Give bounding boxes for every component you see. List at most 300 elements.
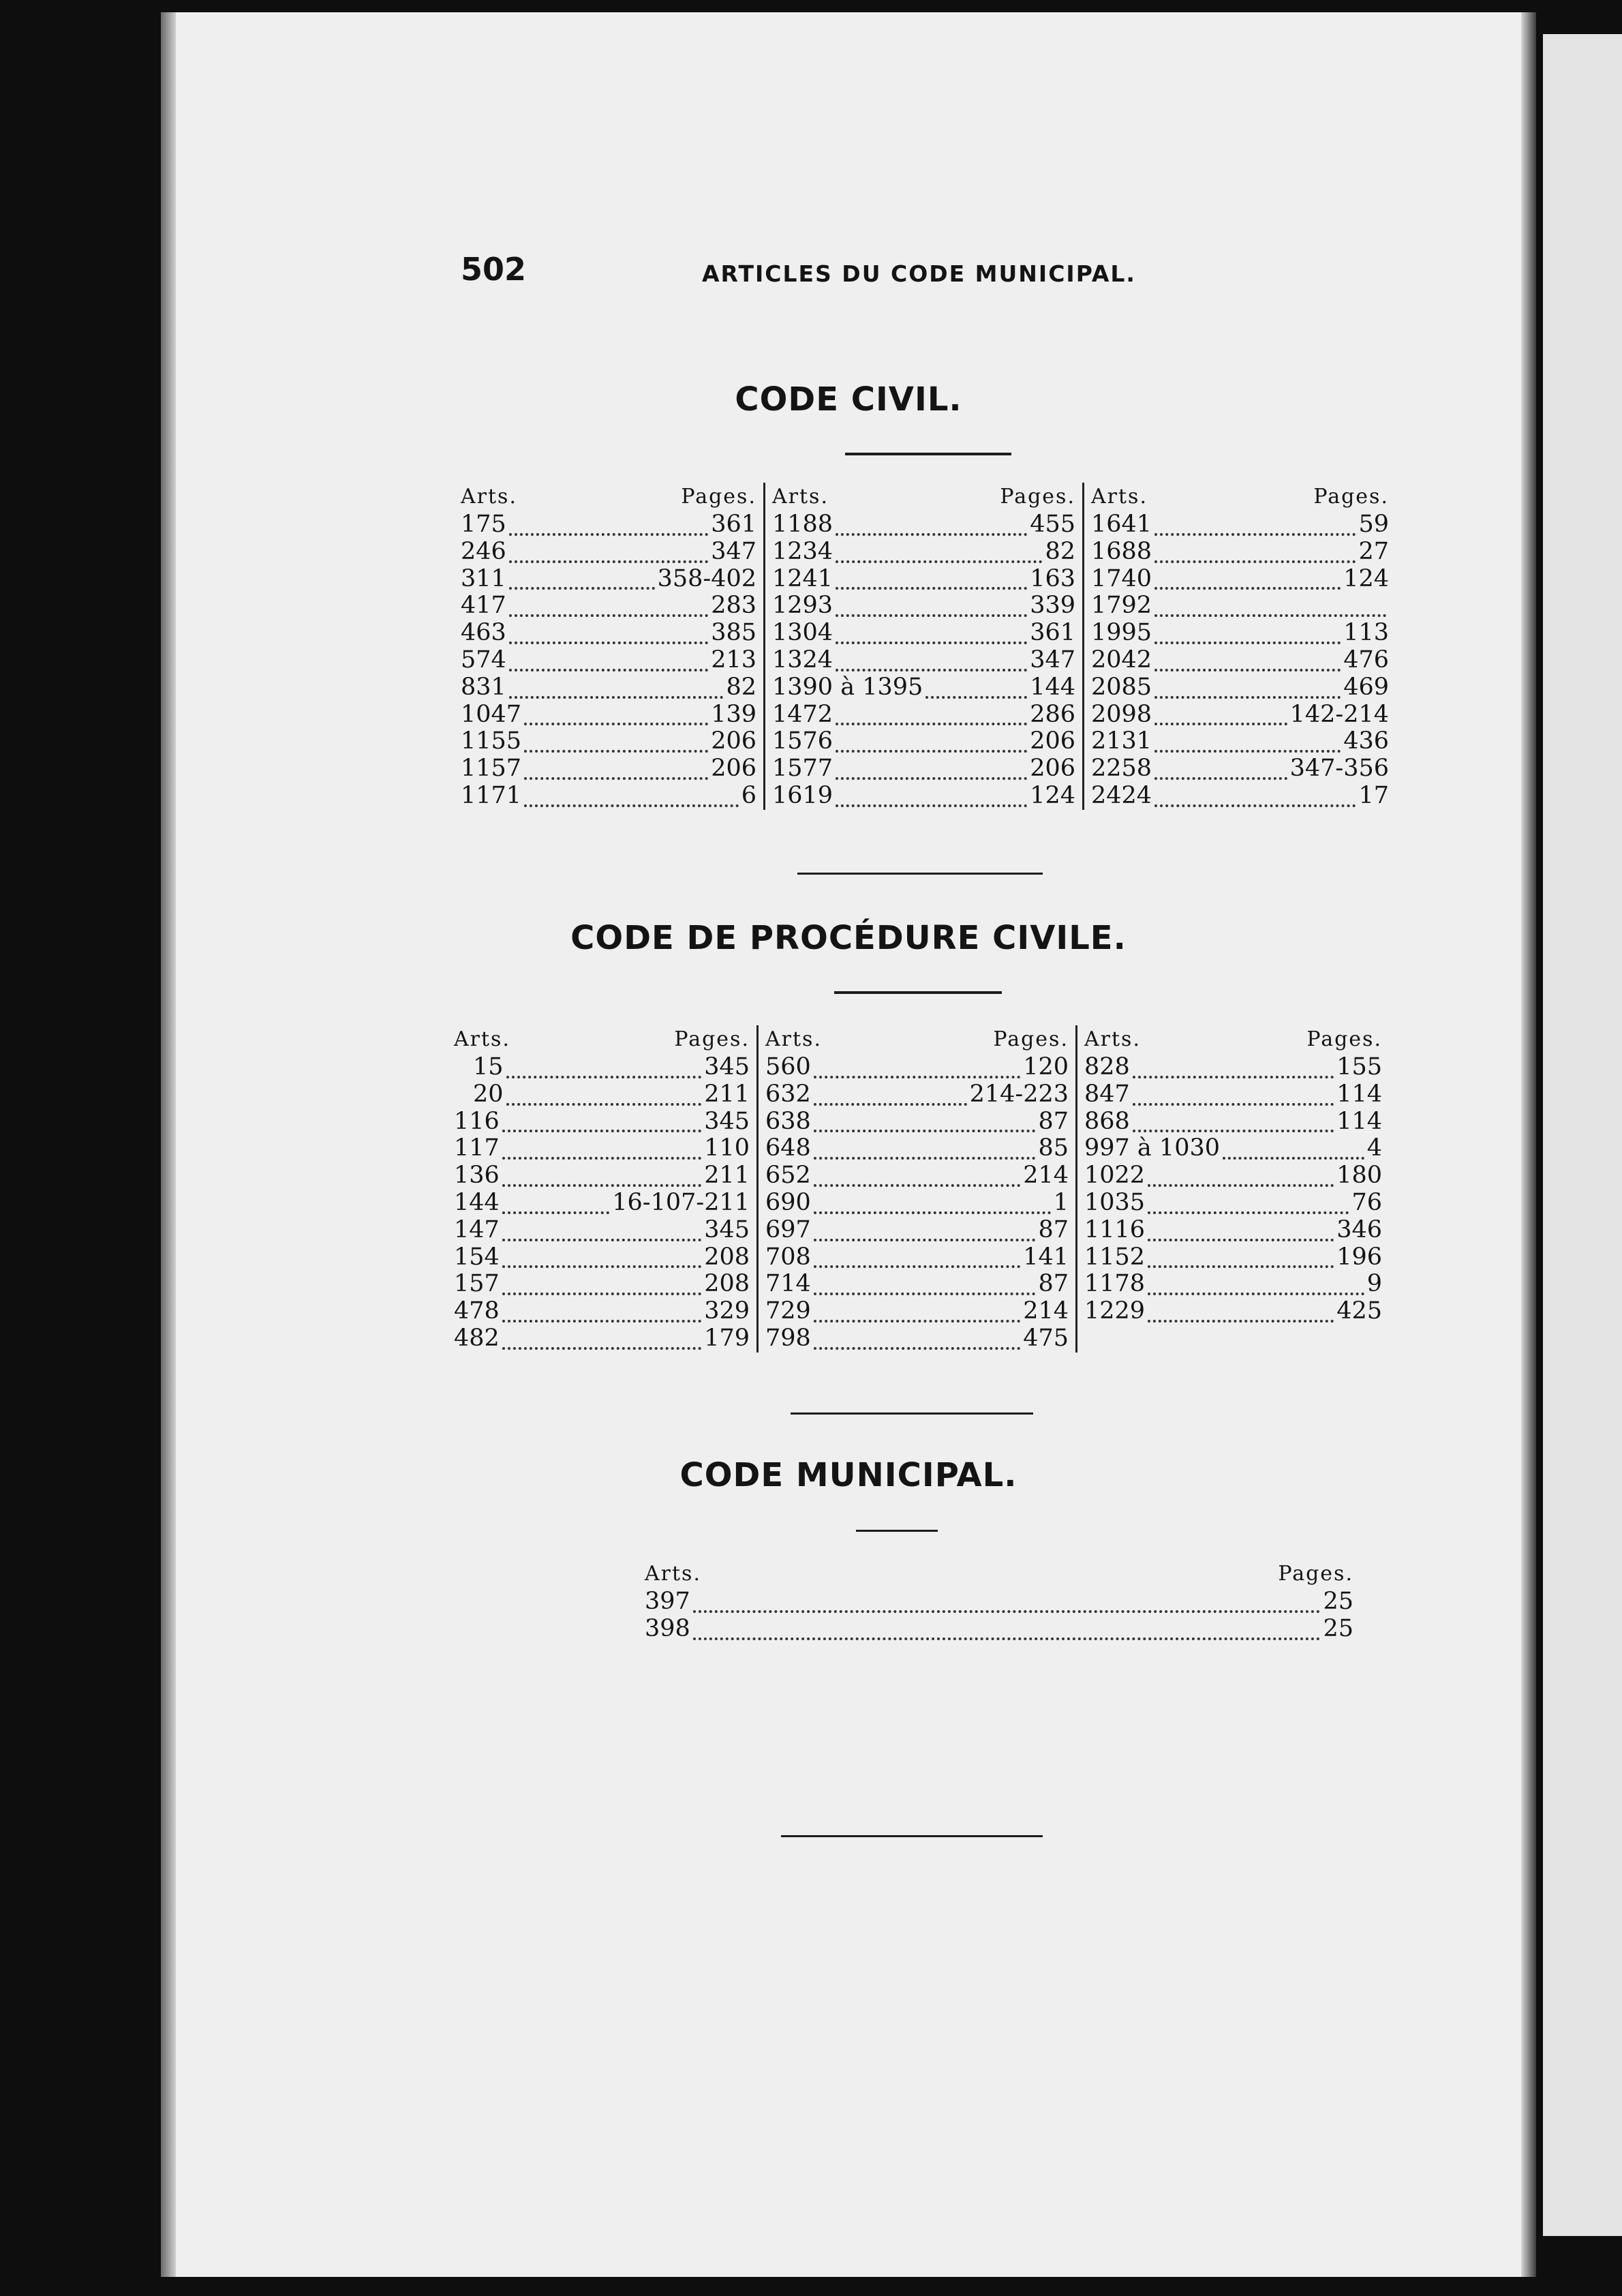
article-number: 2131: [1091, 727, 1152, 755]
page-reference: 214: [1023, 1162, 1069, 1190]
dot-leader: [1154, 609, 1386, 617]
page-reference: 25: [1323, 1588, 1353, 1615]
page-reference: 82: [1045, 537, 1075, 565]
dot-leader: [509, 528, 708, 536]
index-entry: [461, 539, 756, 566]
index-entry: [1091, 620, 1389, 647]
index-entry: [461, 647, 756, 674]
index-entry: [765, 1271, 1069, 1298]
index-entry: [1084, 1081, 1382, 1108]
article-number: 2098: [1091, 700, 1152, 728]
dot-leader: [1133, 1070, 1334, 1078]
column-header-arts: Arts.: [772, 485, 829, 509]
dot-leader: [509, 581, 655, 590]
index-entry: [772, 511, 1075, 539]
dot-leader: [814, 1124, 1036, 1132]
article-number: 1995: [1091, 619, 1152, 647]
article-number: 175: [461, 511, 506, 538]
page-reference: 120: [1023, 1053, 1069, 1081]
index-entry: [461, 511, 756, 539]
index-entry: [772, 647, 1075, 674]
dot-leader: [836, 799, 1027, 807]
dot-leader: [1154, 581, 1341, 590]
dot-leader: [1148, 1287, 1364, 1295]
dot-leader: [506, 1098, 702, 1106]
page-reference: 179: [704, 1324, 750, 1352]
column-header: [645, 1560, 1353, 1588]
page-reference: 114: [1336, 1080, 1382, 1108]
dot-leader: [1154, 691, 1341, 699]
article-number: 690: [765, 1188, 811, 1216]
page-reference: 87: [1038, 1270, 1069, 1298]
index-entry: [461, 728, 756, 755]
index-entry: [1084, 1271, 1382, 1298]
index-entry: [1091, 674, 1389, 701]
article-number: 1293: [772, 592, 833, 620]
page-reference: 113: [1343, 619, 1389, 647]
index-entry: [461, 566, 756, 593]
index-entry: [765, 1108, 1069, 1136]
article-number: 1619: [772, 781, 833, 809]
article-number: 1035: [1084, 1188, 1146, 1216]
index-column: [1082, 483, 1396, 810]
index-entry: [454, 1298, 750, 1325]
article-number: 1241: [772, 564, 833, 592]
article-number: 2258: [1091, 755, 1152, 783]
dot-leader: [836, 636, 1027, 644]
index-entry: [1091, 511, 1389, 539]
column-header: [772, 483, 1075, 511]
dot-leader: [509, 663, 708, 671]
index-entry: [461, 592, 756, 620]
page-reference: 475: [1023, 1324, 1069, 1352]
article-number: 1116: [1084, 1215, 1146, 1243]
index-entry: [772, 566, 1075, 593]
section-rule: [856, 1530, 938, 1532]
article-number: 1576: [772, 727, 833, 755]
index-entry: [1084, 1054, 1382, 1081]
column-header-arts: Arts.: [454, 1027, 510, 1051]
article-number: 708: [765, 1243, 811, 1271]
index-column: [454, 483, 763, 810]
dot-leader: [1133, 1098, 1334, 1106]
article-number: 311: [461, 564, 506, 592]
page-number: 502: [461, 251, 527, 288]
dot-leader: [814, 1151, 1036, 1160]
index-entry: [772, 674, 1075, 701]
dot-leader: [509, 555, 708, 563]
dot-leader: [693, 1632, 1321, 1640]
article-number: 652: [765, 1162, 811, 1190]
index-entry: [454, 1190, 750, 1217]
dot-leader: [524, 744, 708, 753]
column-header-arts: Arts.: [461, 485, 517, 509]
article-number: 2424: [1091, 781, 1152, 809]
article-number: 1688: [1091, 537, 1152, 565]
index-entry: [454, 1054, 750, 1081]
dot-leader: [1154, 663, 1341, 671]
dot-leader: [1148, 1179, 1334, 1187]
page-reference: 361: [1030, 619, 1075, 647]
article-number: 632: [765, 1080, 811, 1108]
article-number: 397: [645, 1588, 690, 1615]
article-number: 574: [461, 646, 506, 674]
page-reference: 347-356: [1289, 755, 1389, 783]
dot-leader: [506, 1070, 702, 1078]
dot-leader: [524, 772, 708, 780]
running-title: ARTICLES DU CODE MUNICIPAL.: [702, 260, 1136, 287]
article-number: 157: [454, 1270, 500, 1298]
index-entry: [461, 674, 756, 701]
page-reference: 144: [1030, 673, 1075, 701]
index-entry: [772, 755, 1075, 783]
column-header: [1084, 1025, 1382, 1054]
article-number: 1234: [772, 537, 833, 565]
page-reference: 114: [1336, 1107, 1382, 1135]
dot-leader: [1133, 1124, 1334, 1132]
dot-leader: [502, 1260, 701, 1268]
article-number: 1152: [1084, 1243, 1146, 1271]
section-rule: [845, 453, 1011, 455]
index-table-code-municipal: [638, 1560, 1360, 1643]
page-reference: 361: [711, 511, 756, 538]
index-table-code-civil: [454, 483, 1396, 810]
column-header-arts: Arts.: [645, 1562, 701, 1586]
page-reference: 211: [704, 1162, 750, 1190]
index-entry: [454, 1162, 750, 1190]
dot-leader: [814, 1260, 1020, 1268]
index-entry: [454, 1271, 750, 1298]
page-reference: 211: [704, 1080, 750, 1108]
page-reference: 82: [726, 673, 756, 701]
article-number: 1641: [1091, 511, 1152, 538]
dot-leader: [836, 609, 1027, 617]
dot-leader: [502, 1314, 701, 1323]
dot-leader: [814, 1206, 1051, 1214]
article-number: 116: [454, 1107, 500, 1135]
index-column: [447, 1025, 756, 1353]
page-reference: 425: [1336, 1297, 1382, 1325]
page-reference: 87: [1038, 1215, 1069, 1243]
article-number: 2042: [1091, 646, 1152, 674]
page-reference: 358-402: [657, 564, 756, 592]
index-entry: [461, 701, 756, 729]
dot-leader: [1148, 1206, 1349, 1214]
article-number: 20: [473, 1080, 504, 1108]
dot-leader: [1148, 1314, 1334, 1323]
page-reference: 469: [1343, 673, 1389, 701]
column-header-pages: Pages.: [993, 1027, 1069, 1051]
column-header-pages: Pages.: [681, 485, 756, 509]
index-column: [763, 483, 1082, 810]
page-reference: 214: [1023, 1297, 1069, 1325]
dot-leader: [502, 1287, 701, 1295]
dot-leader: [509, 636, 708, 644]
page-reference: 345: [704, 1215, 750, 1243]
index-entry: [1091, 539, 1389, 566]
dot-leader: [502, 1179, 701, 1187]
column-header-arts: Arts.: [1091, 485, 1148, 509]
index-entry: [1084, 1217, 1382, 1244]
page-reference: 347: [711, 537, 756, 565]
page-reference: 196: [1336, 1243, 1382, 1271]
column-header-pages: Pages.: [1306, 1027, 1382, 1051]
article-number: 15: [473, 1053, 504, 1081]
article-number: 1390 à 1395: [772, 673, 923, 701]
dot-leader: [1154, 636, 1341, 644]
dot-leader: [509, 691, 724, 699]
article-number: 831: [461, 673, 506, 701]
index-entry: [1091, 647, 1389, 674]
dot-leader: [1223, 1151, 1364, 1160]
index-entry: [1091, 701, 1389, 729]
column-header-pages: Pages.: [674, 1027, 750, 1051]
index-entry: [1091, 592, 1389, 620]
page-reference: 25: [1323, 1614, 1353, 1642]
page-reference: 76: [1351, 1188, 1382, 1216]
dot-leader: [814, 1342, 1020, 1350]
index-entry: [772, 539, 1075, 566]
column-header: [1091, 483, 1389, 511]
column-header-pages: Pages.: [1000, 485, 1075, 509]
dot-leader: [814, 1314, 1020, 1323]
index-entry: [454, 1081, 750, 1108]
dot-leader: [925, 691, 1027, 699]
index-column: [638, 1560, 1360, 1643]
page-reference: 346: [1336, 1215, 1382, 1243]
article-number: 868: [1084, 1107, 1130, 1135]
page-reference: 213: [711, 646, 756, 674]
dot-leader: [1154, 555, 1356, 563]
index-entry: [645, 1616, 1353, 1643]
page-reference: 85: [1038, 1134, 1069, 1162]
dot-leader: [1154, 799, 1356, 807]
page-reference: 27: [1358, 537, 1389, 565]
dot-leader: [814, 1098, 967, 1106]
page-reference: 4: [1366, 1134, 1382, 1162]
index-entry: [772, 783, 1075, 810]
index-entry: [454, 1135, 750, 1162]
article-number: 136: [454, 1162, 500, 1190]
page-reference: 6: [741, 781, 756, 809]
page-reference: 16-107-211: [612, 1188, 750, 1216]
page-header: [461, 251, 1428, 312]
dot-leader: [836, 744, 1027, 753]
article-number: 117: [454, 1134, 500, 1162]
page-reference: 139: [711, 700, 756, 728]
index-entry: [454, 1325, 750, 1353]
article-number: 154: [454, 1243, 500, 1271]
index-column: [1075, 1025, 1389, 1353]
page-reference: 142-214: [1289, 700, 1389, 728]
index-entry: [765, 1190, 1069, 1217]
index-entry: [1091, 728, 1389, 755]
section-divider: [797, 873, 1043, 875]
dot-leader: [1154, 772, 1287, 780]
article-number: 1304: [772, 619, 833, 647]
column-header: [454, 1025, 750, 1054]
index-entry: [772, 592, 1075, 620]
index-entry: [765, 1298, 1069, 1325]
article-number: 714: [765, 1270, 811, 1298]
index-entry: [765, 1325, 1069, 1353]
page-reference: 347: [1030, 646, 1075, 674]
page-reference: 455: [1030, 511, 1075, 538]
dot-leader: [524, 717, 708, 725]
page-reference: 180: [1336, 1162, 1382, 1190]
article-number: 1577: [772, 755, 833, 783]
section-title-code-procedure-civile: CODE DE PROCÉDURE CIVILE.: [570, 919, 1127, 957]
page-reference: 9: [1366, 1270, 1382, 1298]
article-number: 1022: [1084, 1162, 1146, 1190]
dot-leader: [836, 717, 1027, 725]
section-divider: [791, 1413, 1033, 1415]
index-entry: [645, 1588, 1353, 1616]
index-entry: [1091, 783, 1389, 810]
index-entry: [765, 1054, 1069, 1081]
page-reference: 329: [704, 1297, 750, 1325]
page-reference: 476: [1343, 646, 1389, 674]
page-reference: 206: [1030, 727, 1075, 755]
page-reference: 436: [1343, 727, 1389, 755]
index-entry: [454, 1108, 750, 1136]
index-entry: [461, 755, 756, 783]
dot-leader: [836, 555, 1042, 563]
article-number: 847: [1084, 1080, 1130, 1108]
index-entry: [765, 1162, 1069, 1190]
article-number: 147: [454, 1215, 500, 1243]
page-reference: 17: [1358, 781, 1389, 809]
article-number: 1157: [461, 755, 522, 783]
section-title-code-municipal: CODE MUNICIPAL.: [679, 1456, 1017, 1494]
index-entry: [1091, 566, 1389, 593]
dot-leader: [1154, 717, 1287, 725]
index-entry: [772, 701, 1075, 729]
page-reference: 124: [1343, 564, 1389, 592]
dot-leader: [502, 1233, 701, 1241]
index-entry: [454, 1244, 750, 1271]
dot-leader: [524, 799, 739, 807]
dot-leader: [509, 609, 708, 617]
index-entry: [1091, 755, 1389, 783]
article-number: 560: [765, 1053, 811, 1081]
article-number: 1188: [772, 511, 833, 538]
dot-leader: [502, 1342, 701, 1350]
column-header-pages: Pages.: [1278, 1562, 1353, 1586]
article-number: 697: [765, 1215, 811, 1243]
dot-leader: [836, 528, 1027, 536]
dot-leader: [814, 1287, 1036, 1295]
article-number: 997 à 1030: [1084, 1134, 1220, 1162]
page-reference: 110: [704, 1134, 750, 1162]
page-reference: 206: [711, 727, 756, 755]
dot-leader: [836, 663, 1027, 671]
article-number: 1178: [1084, 1270, 1146, 1298]
page-reference: 87: [1038, 1107, 1069, 1135]
article-number: 1792: [1091, 592, 1152, 620]
article-number: 417: [461, 592, 506, 620]
index-entry: [765, 1081, 1069, 1108]
index-entry: [1084, 1135, 1382, 1162]
article-number: 2085: [1091, 673, 1152, 701]
dot-leader: [836, 581, 1027, 590]
column-header-pages: Pages.: [1313, 485, 1389, 509]
page-reference: 208: [704, 1243, 750, 1271]
book-page: [161, 12, 1536, 2277]
index-entry: [1084, 1298, 1382, 1325]
page-reference: 155: [1336, 1053, 1382, 1081]
article-number: 463: [461, 619, 506, 647]
section-title-code-civil: CODE CIVIL.: [735, 380, 962, 419]
article-number: 1740: [1091, 564, 1152, 592]
article-number: 1324: [772, 646, 833, 674]
column-header: [765, 1025, 1069, 1054]
page-reference: 206: [1030, 755, 1075, 783]
index-entry: [1084, 1244, 1382, 1271]
article-number: 798: [765, 1324, 811, 1352]
column-header-arts: Arts.: [1084, 1027, 1141, 1051]
dot-leader: [1148, 1260, 1334, 1268]
dot-leader: [502, 1206, 609, 1214]
page-reference: 163: [1030, 564, 1075, 592]
page-reference: 339: [1030, 592, 1075, 620]
page-reference: 345: [704, 1107, 750, 1135]
index-entry: [1084, 1190, 1382, 1217]
dot-leader: [1154, 528, 1356, 536]
article-number: 1047: [461, 700, 522, 728]
article-number: 729: [765, 1297, 811, 1325]
dot-leader: [836, 772, 1027, 780]
article-number: 1229: [1084, 1297, 1146, 1325]
index-entry: [765, 1135, 1069, 1162]
page-reference: 385: [711, 619, 756, 647]
index-column: [756, 1025, 1075, 1353]
page-reference: 214-223: [969, 1080, 1069, 1108]
page-reference: 59: [1358, 511, 1389, 538]
page-reference: 141: [1023, 1243, 1069, 1271]
index-entry: [1084, 1162, 1382, 1190]
article-number: 144: [454, 1188, 500, 1216]
article-number: 1155: [461, 727, 522, 755]
article-number: 246: [461, 537, 506, 565]
article-number: 482: [454, 1324, 500, 1352]
column-header: [461, 483, 756, 511]
article-number: 828: [1084, 1053, 1130, 1081]
page-reference: 1: [1053, 1188, 1069, 1216]
page-reference: 124: [1030, 781, 1075, 809]
index-entry: [1084, 1108, 1382, 1136]
dot-leader: [1148, 1233, 1334, 1241]
article-number: 1171: [461, 781, 522, 809]
article-number: 398: [645, 1614, 690, 1642]
index-entry: [461, 783, 756, 810]
article-number: 648: [765, 1134, 811, 1162]
column-header-arts: Arts.: [765, 1027, 822, 1051]
index-table-code-procedure-civile: [447, 1025, 1389, 1353]
index-entry: [772, 620, 1075, 647]
index-entry: [454, 1217, 750, 1244]
page-outer-shadow: [1521, 12, 1536, 2277]
dot-leader: [1154, 744, 1341, 753]
page-reference: 283: [711, 592, 756, 620]
index-entry: [765, 1217, 1069, 1244]
dot-leader: [502, 1151, 701, 1160]
dot-leader: [693, 1605, 1321, 1613]
dot-leader: [814, 1233, 1036, 1241]
article-number: 478: [454, 1297, 500, 1325]
dot-leader: [814, 1179, 1020, 1187]
adjacent-page-edge: [1543, 34, 1622, 2236]
